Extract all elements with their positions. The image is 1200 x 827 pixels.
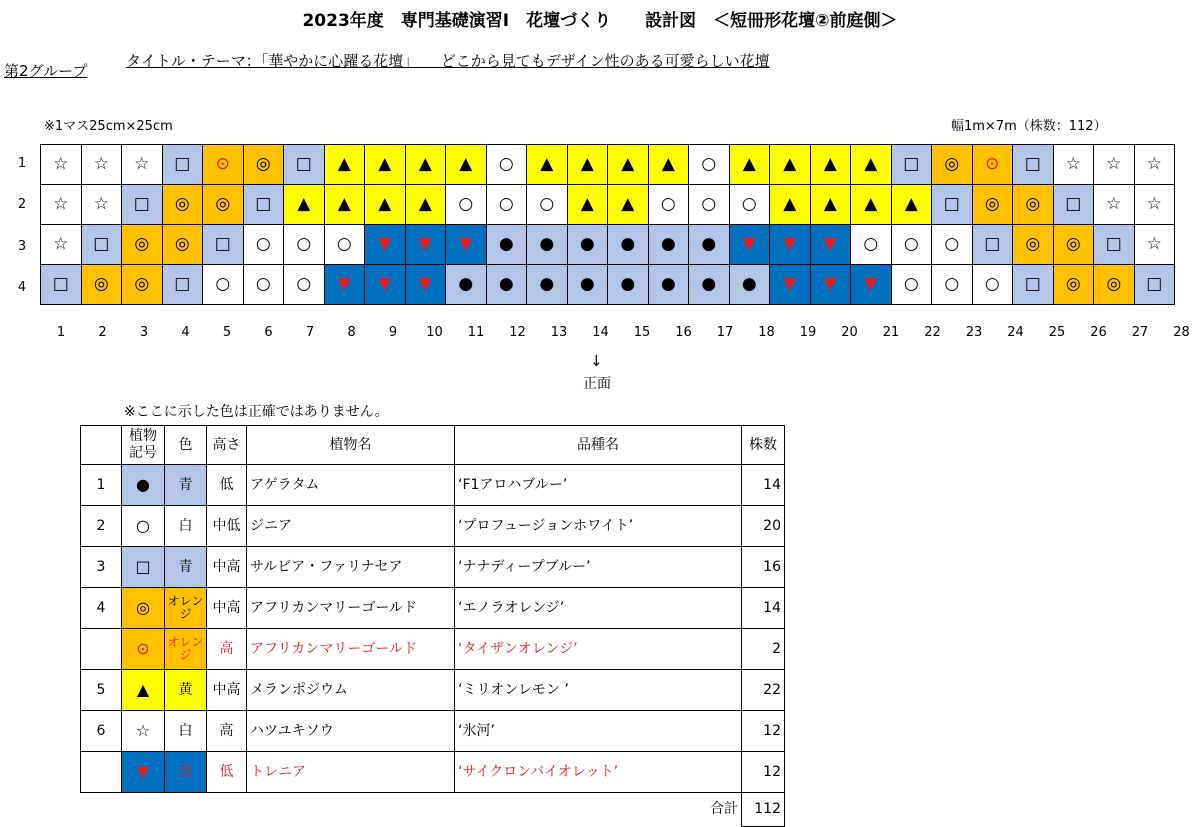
filled-circle-icon: ● <box>729 265 770 305</box>
grid-row <box>41 265 1175 305</box>
legend-height: 高 <box>207 711 247 752</box>
legend-color: 青 <box>165 465 207 506</box>
legend-row <box>81 711 785 752</box>
column-number: 10 <box>426 325 443 340</box>
triangle-icon: ▲ <box>770 185 811 225</box>
triangle-icon: ▲ <box>851 145 892 185</box>
open-circle-icon: ○ <box>284 225 325 265</box>
triangle-icon: ▲ <box>648 145 689 185</box>
open-circle-icon: ○ <box>891 225 932 265</box>
legend-color: 黄 <box>165 670 207 711</box>
down-triangle-icon: ▼ <box>770 225 811 265</box>
column-number: 25 <box>1048 325 1066 340</box>
legend-count: 22 <box>742 670 785 711</box>
open-circle-icon: ○ <box>243 225 284 265</box>
legend-plant-name: アフリカンマリーゴールド <box>247 629 455 670</box>
filled-circle-icon: ● <box>486 265 527 305</box>
triangle-icon: ▲ <box>527 145 568 185</box>
star-icon: ☆ <box>122 711 165 752</box>
triangle-icon: ▲ <box>608 185 649 225</box>
double-circle-icon: ◎ <box>162 185 203 225</box>
column-number: 16 <box>675 325 692 340</box>
star-icon: ☆ <box>81 185 122 225</box>
legend-blank <box>122 793 165 827</box>
triangle-icon: ▲ <box>891 185 932 225</box>
triangle-icon: ▲ <box>284 185 325 225</box>
down-triangle-icon: ▼ <box>810 225 851 265</box>
filled-circle-icon: ● <box>486 225 527 265</box>
legend-count: 20 <box>742 506 785 547</box>
column-number: 6 <box>264 325 273 340</box>
column-number: 17 <box>716 325 734 340</box>
legend-color: 青 <box>165 547 207 588</box>
square-icon: □ <box>1094 225 1135 265</box>
legend-no: 6 <box>81 711 122 752</box>
column-number: 15 <box>633 325 651 340</box>
legend-count: 16 <box>742 547 785 588</box>
legend-total-label: 合計 <box>455 793 742 827</box>
row-number: 1 <box>17 156 27 171</box>
legend-total-value: 112 <box>742 793 785 827</box>
open-circle-icon: ○ <box>203 265 244 305</box>
open-circle-icon: ○ <box>486 145 527 185</box>
down-triangle-icon: ▼ <box>405 225 446 265</box>
square-icon: □ <box>284 145 325 185</box>
square-icon: □ <box>891 145 932 185</box>
triangle-icon: ▲ <box>729 145 770 185</box>
legend-blank <box>247 793 455 827</box>
legend-height: 中高 <box>207 670 247 711</box>
dotted-circle-icon: ⊙ <box>972 145 1013 185</box>
legend-variety-name: ‘タイザンオレンジ’ <box>455 629 742 670</box>
legend-row <box>81 588 785 629</box>
double-circle-icon: ◎ <box>243 145 284 185</box>
legend-total-row <box>81 793 785 827</box>
filled-circle-icon: ● <box>689 265 730 305</box>
star-icon: ☆ <box>41 185 82 225</box>
column-number: 24 <box>1007 325 1024 340</box>
legend-row <box>81 670 785 711</box>
double-circle-icon: ◎ <box>1094 265 1135 305</box>
double-circle-icon: ◎ <box>932 145 973 185</box>
legend-count: 14 <box>742 465 785 506</box>
star-icon: ☆ <box>1134 145 1175 185</box>
double-circle-icon: ◎ <box>1053 265 1094 305</box>
square-icon: □ <box>972 225 1013 265</box>
column-number: 22 <box>924 325 941 340</box>
bed-size-note: 幅1m×7m（株数：112） <box>951 119 1107 134</box>
square-icon: □ <box>1134 265 1175 305</box>
legend-color: 白 <box>165 711 207 752</box>
triangle-icon: ▲ <box>405 185 446 225</box>
color-disclaimer: ※ここに示した色は正確ではありません。 <box>124 404 389 420</box>
filled-circle-icon: ● <box>527 225 568 265</box>
double-circle-icon: ◎ <box>122 225 163 265</box>
square-icon: □ <box>162 265 203 305</box>
planting-grid <box>40 144 1175 305</box>
legend-count: 12 <box>742 711 785 752</box>
column-number: 5 <box>222 325 232 340</box>
column-number: 11 <box>467 325 485 340</box>
triangle-icon: ▲ <box>770 145 811 185</box>
column-number: 9 <box>388 325 398 340</box>
column-number: 8 <box>347 325 356 340</box>
legend-no <box>81 752 122 793</box>
legend-no: 2 <box>81 506 122 547</box>
star-icon: ☆ <box>41 145 82 185</box>
triangle-icon: ▲ <box>810 185 851 225</box>
star-icon: ☆ <box>1053 145 1094 185</box>
front-arrow-icon: ↓ <box>590 352 603 370</box>
double-circle-icon: ◎ <box>81 265 122 305</box>
square-icon: □ <box>162 145 203 185</box>
column-number: 28 <box>1173 325 1190 340</box>
filled-circle-icon: ● <box>446 265 487 305</box>
column-number: 27 <box>1131 325 1149 340</box>
column-number: 12 <box>509 325 526 340</box>
legend-height: 中高 <box>207 547 247 588</box>
filled-circle-icon: ● <box>648 225 689 265</box>
legend-height: 低 <box>207 465 247 506</box>
filled-circle-icon: ● <box>608 225 649 265</box>
open-circle-icon: ○ <box>243 265 284 305</box>
legend-height: 中高 <box>207 588 247 629</box>
legend-count: 2 <box>742 629 785 670</box>
legend-plant-name: アゲラタム <box>247 465 455 506</box>
filled-circle-icon: ● <box>648 265 689 305</box>
triangle-icon: ▲ <box>608 145 649 185</box>
triangle-icon: ▲ <box>365 185 406 225</box>
open-circle-icon: ○ <box>689 185 730 225</box>
legend-variety-name: ‘エノラオレンジ’ <box>455 588 742 629</box>
open-circle-icon: ○ <box>284 265 325 305</box>
legend-header-plant: 植物名 <box>247 426 455 465</box>
down-triangle-icon: ▼ <box>365 225 406 265</box>
column-number: 18 <box>758 325 775 340</box>
column-number: 23 <box>965 325 983 340</box>
filled-circle-icon: ● <box>567 225 608 265</box>
column-number: 21 <box>882 325 900 340</box>
double-circle-icon: ◎ <box>1013 225 1054 265</box>
column-number: 2 <box>98 325 107 340</box>
down-triangle-icon: ▼ <box>729 225 770 265</box>
legend-variety-name: ‘氷河’ <box>455 711 742 752</box>
down-triangle-icon: ▼ <box>122 752 165 793</box>
double-circle-icon: ◎ <box>1053 225 1094 265</box>
legend-height: 中低 <box>207 506 247 547</box>
triangle-icon: ▲ <box>446 145 487 185</box>
legend-count: 12 <box>742 752 785 793</box>
open-circle-icon: ○ <box>932 265 973 305</box>
page-title: 2023年度 専門基礎演習Ⅰ 花壇づくり 設計図 ＜短冊形花壇②前庭側＞ <box>302 11 898 31</box>
grid-unit-note: ※1マス25cm×25cm <box>44 119 173 134</box>
legend-variety-name: ‘サイクロンバイオレット’ <box>455 752 742 793</box>
triangle-icon: ▲ <box>851 185 892 225</box>
square-icon: □ <box>122 185 163 225</box>
legend-no: 5 <box>81 670 122 711</box>
triangle-icon: ▲ <box>365 145 406 185</box>
square-icon: □ <box>41 265 82 305</box>
dotted-circle-icon: ⊙ <box>122 629 165 670</box>
filled-circle-icon: ● <box>567 265 608 305</box>
square-icon: □ <box>81 225 122 265</box>
star-icon: ☆ <box>1094 145 1135 185</box>
legend-variety-name: ‘F1アロハブルー’ <box>455 465 742 506</box>
theme-label: タイトル・テーマ：「華やかに心躍る花壇」 どこから見てもデザイン性のある可愛らしい花壇 <box>126 52 770 70</box>
open-circle-icon: ○ <box>689 145 730 185</box>
legend-header-count: 株数 <box>742 426 785 465</box>
down-triangle-icon: ▼ <box>405 265 446 305</box>
grid-row <box>41 145 1175 185</box>
column-number: 7 <box>305 325 315 340</box>
row-number: 4 <box>17 279 27 295</box>
legend-plant-name: ジニア <box>247 506 455 547</box>
star-icon: ☆ <box>1134 185 1175 225</box>
row-number: 3 <box>17 238 27 254</box>
filled-circle-icon: ● <box>527 265 568 305</box>
open-circle-icon: ○ <box>891 265 932 305</box>
column-number: 20 <box>841 325 858 340</box>
down-triangle-icon: ▼ <box>446 225 487 265</box>
dotted-circle-icon: ⊙ <box>203 145 244 185</box>
legend-height: 低 <box>207 752 247 793</box>
square-icon: □ <box>1053 185 1094 225</box>
legend-color: オレンジ <box>165 588 207 629</box>
legend-plant-name: ハツユキソウ <box>247 711 455 752</box>
grid-row <box>41 185 1175 225</box>
legend-blank <box>165 793 207 827</box>
down-triangle-icon: ▼ <box>770 265 811 305</box>
legend-header-color: 色 <box>165 426 207 465</box>
down-triangle-icon: ▼ <box>810 265 851 305</box>
legend-plant-name: サルビア・ファリナセア <box>247 547 455 588</box>
column-number: 14 <box>592 325 609 340</box>
column-number: 26 <box>1090 325 1107 340</box>
open-circle-icon: ○ <box>486 185 527 225</box>
grid-row <box>41 225 1175 265</box>
star-icon: ☆ <box>1094 185 1135 225</box>
open-circle-icon: ○ <box>729 185 770 225</box>
open-circle-icon: ○ <box>446 185 487 225</box>
column-number: 13 <box>550 325 568 340</box>
column-number: 1 <box>56 325 66 340</box>
triangle-icon: ▲ <box>567 145 608 185</box>
triangle-icon: ▲ <box>324 185 365 225</box>
double-circle-icon: ◎ <box>122 265 163 305</box>
square-icon: □ <box>122 547 165 588</box>
triangle-icon: ▲ <box>810 145 851 185</box>
column-number: 19 <box>799 325 817 340</box>
triangle-icon: ▲ <box>405 145 446 185</box>
filled-circle-icon: ● <box>608 265 649 305</box>
triangle-icon: ▲ <box>122 670 165 711</box>
row-number: 2 <box>17 197 27 213</box>
star-icon: ☆ <box>41 225 82 265</box>
legend-blank <box>207 793 247 827</box>
filled-circle-icon: ● <box>689 225 730 265</box>
square-icon: □ <box>243 185 284 225</box>
column-number: 4 <box>181 325 190 340</box>
legend-no: 4 <box>81 588 122 629</box>
star-icon: ☆ <box>1134 225 1175 265</box>
legend-plant-name: メランポジウム <box>247 670 455 711</box>
legend-count: 14 <box>742 588 785 629</box>
open-circle-icon: ○ <box>648 185 689 225</box>
legend-row <box>81 629 785 670</box>
open-circle-icon: ○ <box>324 225 365 265</box>
legend-plant-name: トレニア <box>247 752 455 793</box>
double-circle-icon: ◎ <box>162 225 203 265</box>
legend-no: 1 <box>81 465 122 506</box>
legend-variety-name: ‘プロフュージョンホワイト’ <box>455 506 742 547</box>
double-circle-icon: ◎ <box>122 588 165 629</box>
open-circle-icon: ○ <box>972 265 1013 305</box>
open-circle-icon: ○ <box>851 225 892 265</box>
square-icon: □ <box>932 185 973 225</box>
legend-header-height: 高さ <box>207 426 247 465</box>
star-icon: ☆ <box>81 145 122 185</box>
double-circle-icon: ◎ <box>972 185 1013 225</box>
legend-blank <box>81 793 122 827</box>
column-number: 3 <box>139 325 149 340</box>
open-circle-icon: ○ <box>932 225 973 265</box>
front-label: 正面 <box>583 376 611 392</box>
legend-no: 3 <box>81 547 122 588</box>
legend-color: 青 <box>165 752 207 793</box>
legend-header-symbol: 植物 記号 <box>122 426 165 465</box>
triangle-icon: ▲ <box>324 145 365 185</box>
legend-plant-name: アフリカンマリーゴールド <box>247 588 455 629</box>
legend-variety-name: ‘ミリオンレモン ’ <box>455 670 742 711</box>
legend-color: オレンジ <box>165 629 207 670</box>
legend-header-row <box>81 426 785 465</box>
square-icon: □ <box>203 225 244 265</box>
down-triangle-icon: ▼ <box>851 265 892 305</box>
plant-legend-table <box>80 425 785 827</box>
open-circle-icon: ○ <box>527 185 568 225</box>
legend-row <box>81 506 785 547</box>
legend-header-no <box>81 426 122 465</box>
down-triangle-icon: ▼ <box>365 265 406 305</box>
legend-color: 白 <box>165 506 207 547</box>
star-icon: ☆ <box>122 145 163 185</box>
square-icon: □ <box>1013 265 1054 305</box>
filled-circle-icon: ● <box>122 465 165 506</box>
legend-height: 高 <box>207 629 247 670</box>
legend-header-variety: 品種名 <box>455 426 742 465</box>
double-circle-icon: ◎ <box>1013 185 1054 225</box>
legend-row <box>81 547 785 588</box>
legend-row <box>81 752 785 793</box>
legend-variety-name: ‘ナナディープブルー’ <box>455 547 742 588</box>
double-circle-icon: ◎ <box>203 185 244 225</box>
square-icon: □ <box>1013 145 1054 185</box>
legend-row <box>81 465 785 506</box>
legend-no <box>81 629 122 670</box>
group-label: 第2グループ <box>4 62 88 80</box>
down-triangle-icon: ▼ <box>324 265 365 305</box>
open-circle-icon: ○ <box>122 506 165 547</box>
triangle-icon: ▲ <box>567 185 608 225</box>
